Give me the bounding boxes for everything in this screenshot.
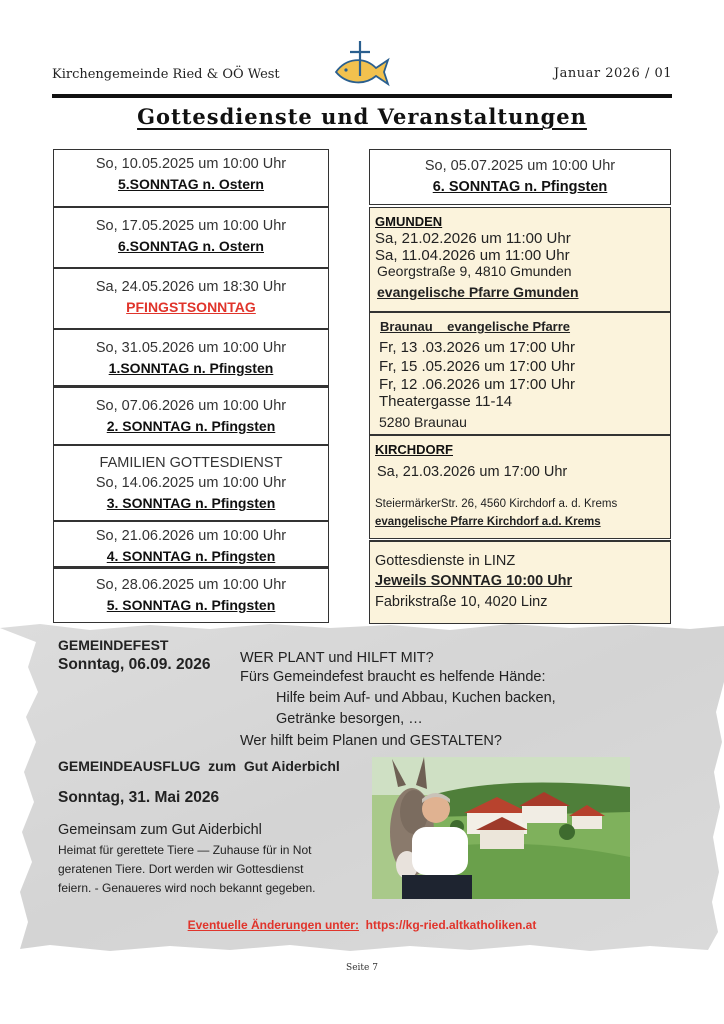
service-date: So, 14.06.2025 um 10:00 Uhr xyxy=(95,475,287,491)
linz-box xyxy=(369,540,671,624)
kirchdorf-address: SteiermärkerStr. 26, 4560 Kirchdorf a. d. Krems xyxy=(375,498,618,510)
service-box xyxy=(53,567,329,623)
service-date: So, 21.06.2026 um 10:00 Uhr xyxy=(95,528,287,544)
braunau-date-1: Fr, 13 .03.2026 um 17:00 Uhr xyxy=(379,339,575,356)
service-date: So, 07.06.2026 um 10:00 Uhr xyxy=(95,398,287,414)
braunau-street: Theatergasse 11-14 xyxy=(379,393,513,410)
linz-time: Jeweils SONNTAG 10:00 Uhr xyxy=(375,573,573,589)
gemeindefest-title: GEMEINDEFEST xyxy=(58,637,169,653)
service-date: So, 31.05.2026 um 10:00 Uhr xyxy=(95,340,287,356)
service-box xyxy=(53,521,329,567)
braunau-date-2: Fr, 15 .05.2026 um 17:00 Uhr xyxy=(379,358,575,375)
kirchdorf-heading: KIRCHDORF xyxy=(375,442,453,457)
parish-name: Kirchengemeinde Ried & OÖ West xyxy=(52,67,280,82)
gemeindefest-text-4: Wer hilft beim Planen und GESTALTEN? xyxy=(240,733,502,749)
header-divider xyxy=(52,94,672,98)
gmunden-address: Georgstraße 9, 4810 Gmunden xyxy=(377,263,572,279)
service-box xyxy=(53,268,329,329)
kirchdorf-box xyxy=(369,435,671,539)
gmunden-date-2: Sa, 11.04.2026 um 11:00 Uhr xyxy=(375,247,570,264)
ausflug-text-3: geratenen Tiere. Dort werden wir Gottesdienst xyxy=(58,862,304,876)
gemeindefest-text-1: Fürs Gemeindefest braucht es helfende Hände: xyxy=(240,669,546,685)
ausflug-text-1: Gemeinsam zum Gut Aiderbichl xyxy=(58,822,262,838)
gemeindefest-text-2: Hilfe beim Auf- und Abbau, Kuchen backen, xyxy=(276,690,556,706)
service-sunday: 4. SONNTAG n. Pfingsten xyxy=(106,548,276,564)
service-box xyxy=(53,149,329,207)
service-sunday: 3. SONNTAG n. Pfingsten xyxy=(106,495,276,511)
braunau-heading: Braunau evangelische Pfarre xyxy=(380,319,571,334)
ausflug-text-2: Heimat für gerettete Tiere — Zuhause für in Not xyxy=(58,843,312,857)
gut-aiderbichl-photo xyxy=(372,757,630,899)
kirchdorf-date: Sa, 21.03.2026 um 17:00 Uhr xyxy=(377,464,568,480)
service-sunday: 6. SONNTAG n. Pfingsten xyxy=(432,179,608,195)
gmunden-box xyxy=(369,207,671,312)
gemeindefest-text-3: Getränke besorgen, … xyxy=(276,711,423,727)
braunau-box xyxy=(369,312,671,435)
ausflug-text-4: feiern. - Genaueres wird noch bekannt gegeben. xyxy=(58,881,316,895)
service-box xyxy=(53,386,329,445)
service-date: So, 17.05.2025 um 10:00 Uhr xyxy=(95,218,287,234)
changes-notice xyxy=(0,918,724,932)
fish-cross-icon xyxy=(330,38,392,88)
ausflug-title: GEMEINDEAUSFLUG zum Gut Aiderbichl xyxy=(58,758,340,774)
linz-heading: Gottesdienste in LINZ xyxy=(375,553,516,569)
service-sunday: 5. SONNTAG n. Pfingsten xyxy=(106,597,276,613)
gemeindefest-date: Sonntag, 06.09. 2026 xyxy=(58,656,211,673)
service-note: FAMILIEN GOTTESDIENST xyxy=(99,455,283,471)
linz-address: Fabrikstraße 10, 4020 Linz xyxy=(375,594,548,610)
page-title: Gottesdienste und Veranstaltungen xyxy=(137,104,587,129)
ausflug-date: Sonntag, 31. Mai 2026 xyxy=(58,789,220,806)
service-sunday: 2. SONNTAG n. Pfingsten xyxy=(106,418,276,434)
service-date: So, 10.05.2025 um 10:00 Uhr xyxy=(95,156,287,172)
service-box xyxy=(53,445,329,521)
service-box xyxy=(53,207,329,268)
service-sunday: 1.SONNTAG n. Pfingsten xyxy=(108,360,274,376)
service-sunday-highlight: PFINGSTSONNTAG xyxy=(126,299,256,315)
braunau-date-3: Fr, 12 .06.2026 um 17:00 Uhr xyxy=(379,376,575,393)
service-date: So, 28.06.2025 um 10:00 Uhr xyxy=(95,577,287,593)
braunau-city: 5280 Braunau xyxy=(379,414,467,430)
service-date: So, 05.07.2025 um 10:00 Uhr xyxy=(424,158,616,174)
gemeindefest-question: WER PLANT und HILFT MIT? xyxy=(240,650,434,666)
service-box-july xyxy=(369,149,671,205)
service-date: Sa, 24.05.2026 um 18:30 Uhr xyxy=(95,279,287,295)
issue-date: Januar 2026 / 01 xyxy=(553,66,672,81)
page-number: Seite 7 xyxy=(346,963,378,973)
gmunden-parish: evangelische Pfarre Gmunden xyxy=(377,284,579,300)
service-sunday: 6.SONNTAG n. Ostern xyxy=(118,238,264,254)
service-box xyxy=(53,329,329,386)
gmunden-heading: GMUNDEN xyxy=(375,214,443,229)
gmunden-date-1: Sa, 21.02.2026 um 11:00 Uhr xyxy=(375,230,571,247)
kirchdorf-parish: evangelische Pfarre Kirchdorf a.d. Krems xyxy=(375,516,601,528)
website-link[interactable]: https://kg-ried.altkatholiken.at xyxy=(365,918,537,932)
service-sunday: 5.SONNTAG n. Ostern xyxy=(118,176,264,192)
changes-label: Eventuelle Änderungen unter: xyxy=(187,918,359,932)
